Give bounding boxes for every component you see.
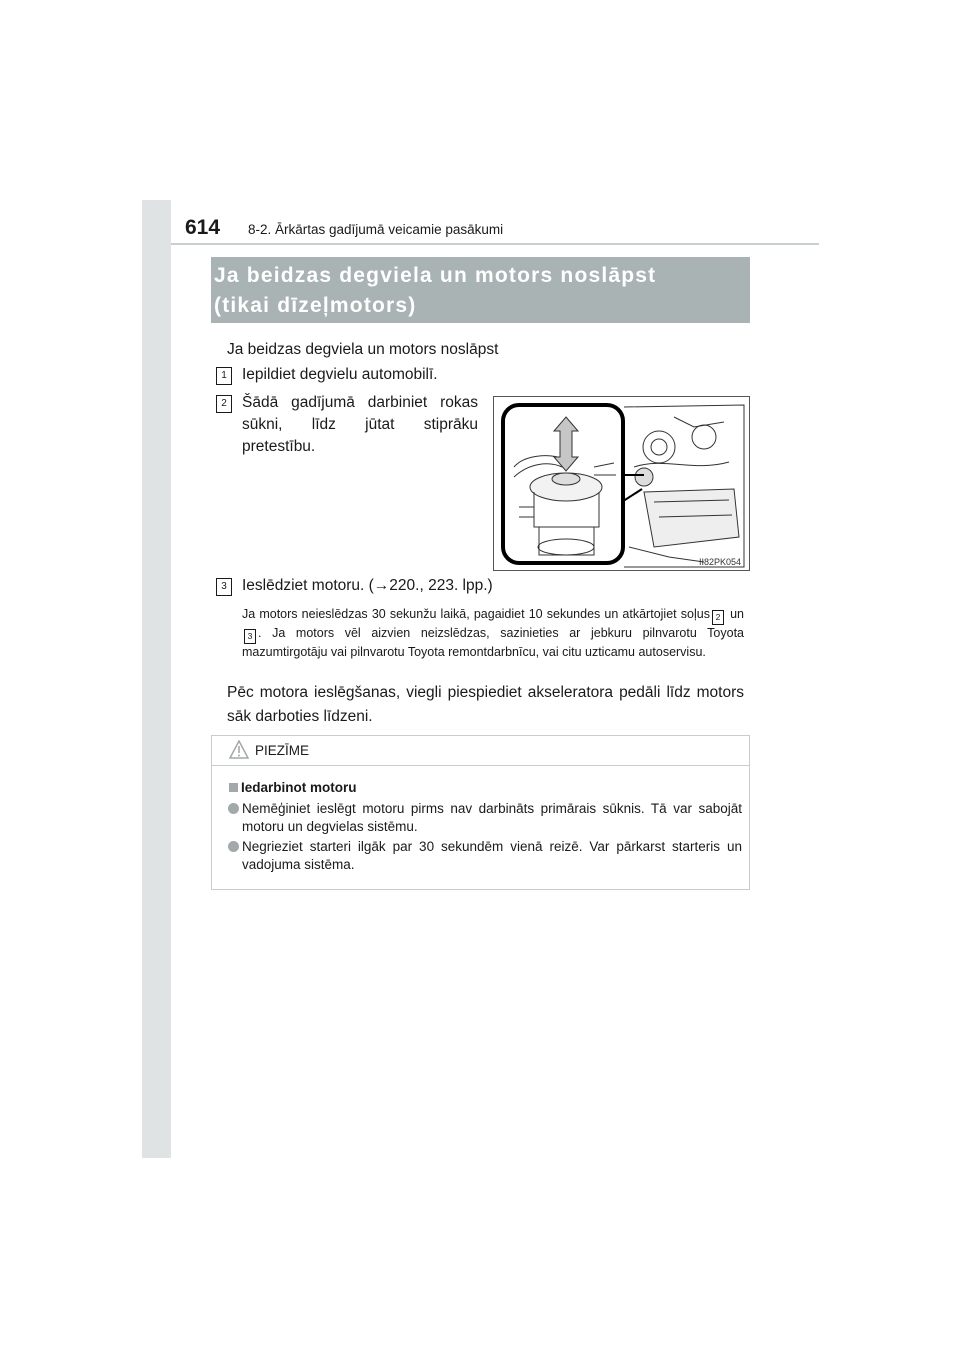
running-header: 8-2. Ārkārtas gadījumā veicamie pasākumi [248,222,504,237]
notice-item-1 [242,800,742,836]
step-1-text: Iepildiet degvielu automobilī. [242,366,438,383]
step-2-line-2: sūkni, līdz jūtat stiprāku [242,416,478,433]
notice-subhead-text: Iedarbinot motoru [241,780,357,795]
after-start-text: Pēc motora ieslēgšanas, viegli piespiediet akseleratora pedāli līdz motors sāk darboties līdzeni. [227,684,744,725]
notice-item-1-text: Nemēģiniet ieslēgt motoru pirms nav darbināts primārais sūknis. Tā var sabojāt motoru un degvielas sistēmu. [242,801,742,834]
retry-note-mid: un [730,607,744,621]
step-2-line-3: pretestību. [242,438,316,455]
square-bullet-icon [229,783,238,792]
hand-pump-illustration [493,396,750,571]
step-badge-3: 3 [216,578,232,596]
retry-note-part-2: . Ja motors vēl aizvien neizslēdzas, sazinieties ar jebkuru pilnvarotu Toyota mazumtirgotāju vai pilnvarotu Toyota remontdarbnīcu, vai citu uzticamu autoservisu. [242,626,744,659]
step-3-text: Ieslēdziet motoru. (→220., 223. lpp.) [242,577,493,594]
circle-bullet-icon [228,803,239,814]
page-number: 614 [185,216,221,239]
inline-step-badge-3: 3 [244,629,256,644]
step-2-line-1: Šādā gadījumā darbiniet rokas [242,394,478,411]
intro-text: Ja beidzas degviela un motors noslāpst [227,341,499,358]
section-title [211,257,750,323]
step-2-text [242,392,478,458]
notice-item-2-text: Negrieziet starteri ilgāk par 30 sekundēm vienā reizē. Var pārkarst starteris un vadojuma sistēma. [242,839,742,872]
notice-item-2 [242,838,742,874]
notice-header [212,736,749,766]
step-badge-2: 2 [216,395,232,413]
notice-label: PIEZĪME [255,743,310,758]
retry-note [242,606,744,661]
header-rule [171,243,819,245]
circle-bullet-icon [228,841,239,852]
step-badge-1: 1 [216,367,232,385]
inline-step-badge-2: 2 [712,610,724,625]
notice-box [211,735,750,890]
section-title-line-2: (tikai dīzeļmotors) [214,294,417,317]
notice-subhead [229,780,357,795]
illustration-code: II82PK054 [699,557,742,567]
warning-triangle-icon [229,740,249,759]
side-band [142,200,171,1158]
retry-note-part-1: Ja motors neieslēdzas 30 sekunžu laikā, pagaidiet 10 sekundes un atkārtojiet soļus [242,607,710,621]
hand-pump-drawing [494,397,749,570]
section-title-line-1: Ja beidzas degviela un motors noslāpst [214,264,657,287]
